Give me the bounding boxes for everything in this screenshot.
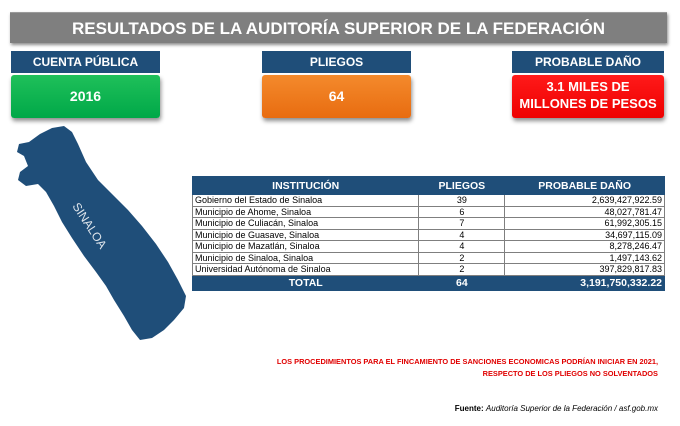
notice-text xyxy=(277,356,658,380)
institucion-cell: Municipio de Culiacán, Sinaloa xyxy=(193,218,419,230)
column-header-probable-dano: PROBABLE DAÑO xyxy=(505,177,665,195)
source-credit xyxy=(455,404,658,413)
dano-cell: 8,278,246.47 xyxy=(505,241,665,253)
sinaloa-map xyxy=(14,126,192,342)
institucion-cell: Gobierno del Estado de Sinaloa xyxy=(193,195,419,207)
probable-dano-value-line2: MILLONES DE PESOS xyxy=(519,96,657,111)
notice-line1: LOS PROCEDIMIENTOS PARA EL FINCAMIENTO DE SANCIONES ECONOMICAS PODRÍAN INICIAR EN 2021, xyxy=(276,357,658,366)
total-dano: 3,191,750,332.22 xyxy=(505,275,665,290)
probable-dano-value-line1: 3.1 MILES DE xyxy=(546,79,630,94)
dano-cell: 2,639,427,922.59 xyxy=(505,195,665,207)
notice-line2: RESPECTO DE LOS PLIEGOS NO SOLVENTADOS xyxy=(482,369,658,378)
pliegos-label: PLIEGOS xyxy=(262,51,411,73)
column-header-institucion: INSTITUCIÓN xyxy=(193,177,419,195)
table-row xyxy=(193,264,665,276)
total-label: TOTAL xyxy=(193,275,419,290)
table-row xyxy=(193,195,665,207)
pliegos-value: 64 xyxy=(262,75,411,118)
pliegos-cell: 6 xyxy=(419,206,505,218)
map-label: SINALOA xyxy=(69,200,110,252)
page-title: RESULTADOS DE LA AUDITORÍA SUPERIOR DE LA FEDERACIÓN xyxy=(10,12,667,43)
column-header-pliegos: PLIEGOS xyxy=(419,177,505,195)
pliegos-cell: 2 xyxy=(419,264,505,276)
dano-cell: 48,027,781.47 xyxy=(505,206,665,218)
institucion-cell: Municipio de Guasave, Sinaloa xyxy=(193,229,419,241)
dano-cell: 397,829,817.83 xyxy=(505,264,665,276)
results-table xyxy=(192,176,665,291)
table-row xyxy=(193,218,665,230)
table-row xyxy=(193,206,665,218)
source-text: Auditoría Superior de la Federación / asf.gob.mx xyxy=(485,404,658,413)
table-row xyxy=(193,229,665,241)
dano-cell: 1,497,143.62 xyxy=(505,252,665,264)
cuenta-publica-value: 2016 xyxy=(11,75,160,118)
pliegos-cell: 4 xyxy=(419,241,505,253)
total-row xyxy=(193,275,665,290)
table-row xyxy=(193,252,665,264)
institucion-cell: Municipio de Ahome, Sinaloa xyxy=(193,206,419,218)
institucion-cell: Universidad Autónoma de Sinaloa xyxy=(193,264,419,276)
pliegos-cell: 39 xyxy=(419,195,505,207)
probable-dano-label: PROBABLE DAÑO xyxy=(512,51,664,73)
institucion-cell: Municipio de Mazatlán, Sinaloa xyxy=(193,241,419,253)
table-header-row xyxy=(193,177,665,195)
source-label: Fuente: xyxy=(454,404,484,413)
total-pliegos: 64 xyxy=(419,275,505,290)
cuenta-publica-label: CUENTA PÚBLICA xyxy=(11,51,160,73)
institucion-cell: Municipio de Sinaloa, Sinaloa xyxy=(193,252,419,264)
pliegos-cell: 7 xyxy=(419,218,505,230)
pliegos-cell: 4 xyxy=(419,229,505,241)
pliegos-cell: 2 xyxy=(419,252,505,264)
table-row xyxy=(193,241,665,253)
dano-cell: 61,992,305.15 xyxy=(505,218,665,230)
probable-dano-value xyxy=(512,75,664,118)
dano-cell: 34,697,115.09 xyxy=(505,229,665,241)
